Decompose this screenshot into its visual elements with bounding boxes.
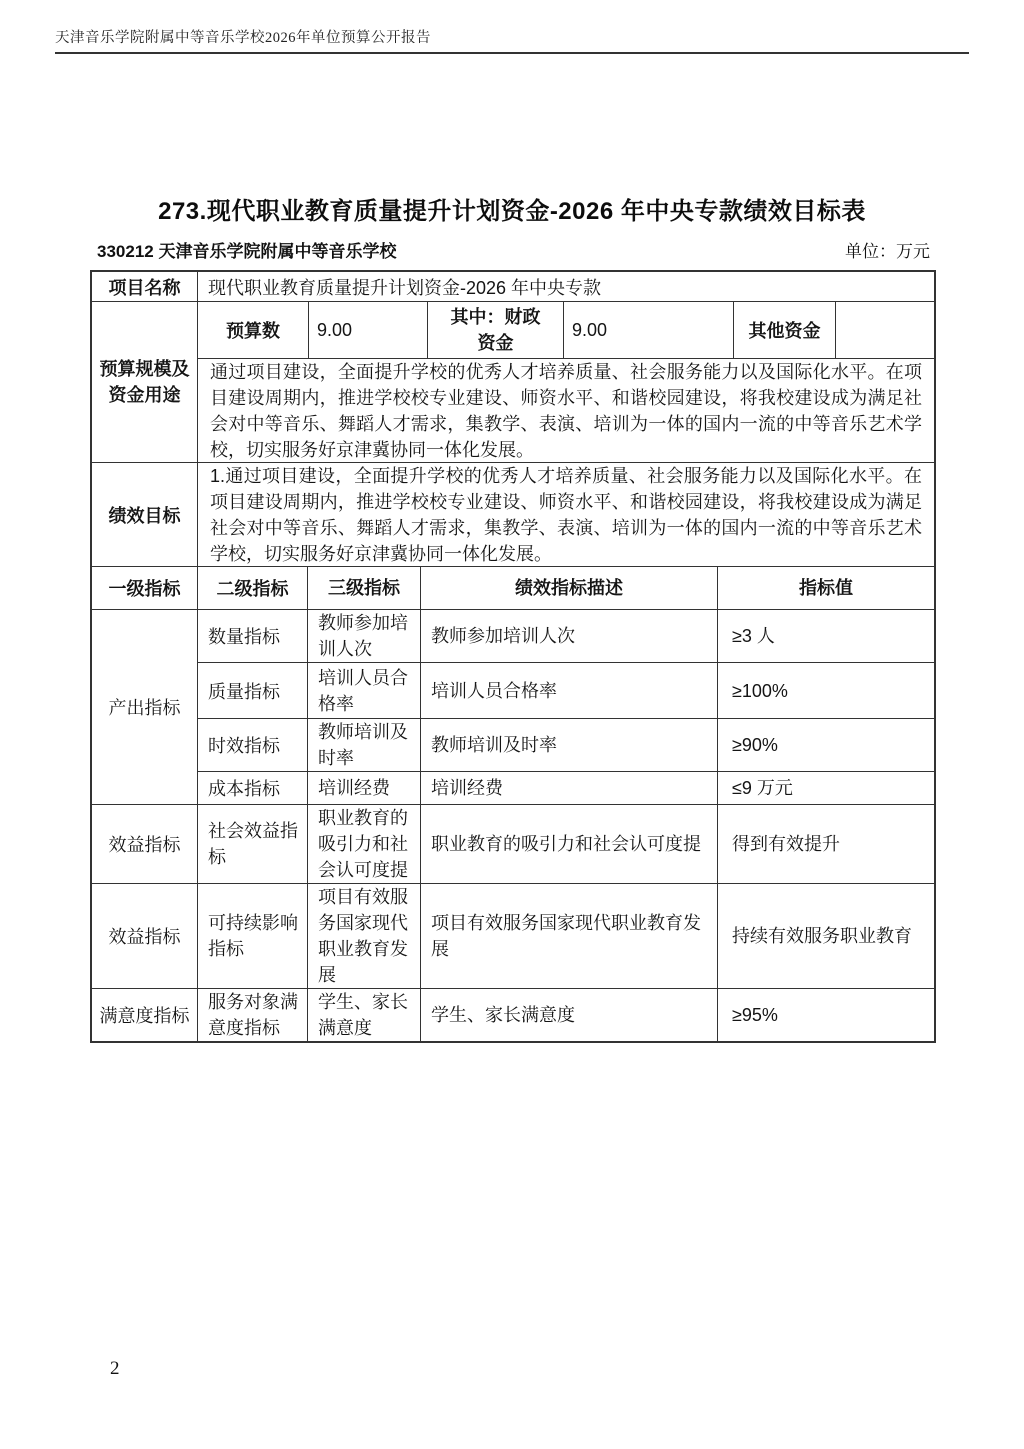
indicator-row-quantity bbox=[198, 610, 934, 663]
indicator-row-sustainability bbox=[92, 884, 934, 989]
level3-cell: 培训经费 bbox=[308, 772, 421, 805]
performance-goal-text: 1.通过项目建设，全面提升学校的优秀人才培养质量、社会服务能力以及国际化水平。在项目建设周期内，推进学校校专业建设、师资水平、和谐校园建设，将我校建设成为满足社会对中等音乐、舞蹈人才需求，集教学、表演、培训为一体的国内一流的中等音乐艺术学校，切实服务好京津冀协同一体化发展。 bbox=[198, 463, 934, 567]
value-cell: ≤9 万元 bbox=[718, 772, 934, 805]
project-name-value: 现代职业教育质量提升计划资金-2026 年中央专款 bbox=[198, 272, 934, 302]
indicator-row-timeliness bbox=[198, 719, 934, 772]
value-cell: 持续有效服务职业教育 bbox=[718, 884, 934, 989]
header-level2: 二级指标 bbox=[198, 567, 308, 610]
level3-cell: 职业教育的吸引力和社会认可度提 bbox=[308, 805, 421, 884]
page-number: 2 bbox=[110, 1358, 120, 1379]
budget-scope-label-text: 预算规模及资金用途 bbox=[99, 359, 190, 405]
fiscal-funds-label bbox=[428, 302, 564, 359]
performance-target-table bbox=[90, 270, 936, 1043]
budget-amount-label: 预算数 bbox=[198, 302, 309, 359]
output-group-rows bbox=[198, 610, 934, 805]
desc-cell: 职业教育的吸引力和社会认可度提 bbox=[421, 805, 718, 884]
usage-text: 通过项目建设，全面提升学校的优秀人才培养质量、社会服务能力以及国际化水平。在项目建设周期内，推进学校校专业建设、师资水平、和谐校园建设，将我校建设成为满足社会对中等音乐、舞蹈人才需求，集教学、表演、培训为一体的国内一流的中等音乐艺术学校，切实服务好京津冀协同一体化发展。 bbox=[198, 359, 934, 463]
level1-cell: 满意度指标 bbox=[92, 989, 198, 1041]
fiscal-funds-label-text: 其中：财政资金 bbox=[450, 307, 541, 353]
budget-scope-label bbox=[92, 302, 198, 463]
indicator-row-cost bbox=[198, 772, 934, 805]
level2-cell: 可持续影响指标 bbox=[198, 884, 308, 989]
level3-cell: 学生、家长满意度 bbox=[308, 989, 421, 1041]
value-cell: ≥100% bbox=[718, 663, 934, 719]
level2-cell: 质量指标 bbox=[198, 663, 308, 719]
desc-cell: 培训经费 bbox=[421, 772, 718, 805]
desc-cell: 教师培训及时率 bbox=[421, 719, 718, 772]
desc-cell: 教师参加培训人次 bbox=[421, 610, 718, 663]
report-header: 天津音乐学院附属中等音乐学校2026年单位预算公开报告 bbox=[55, 26, 969, 54]
value-cell: ≥95% bbox=[732, 1005, 778, 1025]
performance-goal-label: 绩效目标 bbox=[92, 463, 198, 567]
level3-cell: 教师参加培训人次 bbox=[308, 610, 421, 663]
level3-cell: 项目有效服务国家现代职业教育发展 bbox=[308, 884, 421, 989]
indicator-header-row bbox=[92, 567, 934, 610]
project-name-row bbox=[92, 272, 934, 302]
level2-cell: 时效指标 bbox=[198, 719, 308, 772]
header-level1: 一级指标 bbox=[92, 567, 198, 610]
table-subheader bbox=[97, 237, 930, 262]
other-funds-label: 其他资金 bbox=[734, 302, 836, 359]
budget-block-row bbox=[92, 302, 934, 463]
budget-block-content bbox=[198, 302, 934, 463]
level3-cell: 培训人员合格率 bbox=[308, 663, 421, 719]
value-cell: ≥90% bbox=[718, 719, 934, 772]
page-title: 273.现代职业教育质量提升计划资金-2026 年中央专款绩效目标表 bbox=[158, 198, 866, 225]
value-cell: ≥3 人 bbox=[718, 610, 934, 663]
desc-cell: 培训人员合格率 bbox=[421, 663, 718, 719]
budget-amount-value: 9.00 bbox=[309, 302, 428, 359]
output-indicator-group bbox=[92, 610, 934, 805]
project-name-label: 项目名称 bbox=[92, 272, 198, 302]
indicator-row-social-benefit bbox=[92, 805, 934, 884]
value-cell: 得到有效提升 bbox=[718, 805, 934, 884]
budget-figures-row bbox=[198, 302, 934, 359]
desc-cell: 项目有效服务国家现代职业教育发展 bbox=[421, 884, 718, 989]
desc-cell: 学生、家长满意度 bbox=[421, 989, 718, 1041]
org-code-name: 330212 天津音乐学院附属中等音乐学校 bbox=[97, 242, 397, 261]
fiscal-funds-value: 9.00 bbox=[564, 302, 734, 359]
header-value: 指标值 bbox=[718, 567, 934, 610]
other-funds-value bbox=[836, 302, 934, 359]
indicator-row-quality bbox=[198, 663, 934, 719]
performance-goal-row bbox=[92, 463, 934, 567]
indicator-row-satisfaction bbox=[92, 989, 934, 1041]
level2-cell: 服务对象满意度指标 bbox=[198, 989, 308, 1041]
header-level3: 三级指标 bbox=[308, 567, 421, 610]
level2-cell: 成本指标 bbox=[198, 772, 308, 805]
output-group-label: 产出指标 bbox=[92, 610, 198, 805]
level2-cell: 社会效益指标 bbox=[198, 805, 308, 884]
header-desc: 绩效指标描述 bbox=[421, 567, 718, 610]
level3-cell: 教师培训及时率 bbox=[308, 719, 421, 772]
level1-cell: 效益指标 bbox=[92, 884, 198, 989]
unit-label: 单位：万元 bbox=[845, 242, 930, 261]
level1-cell: 效益指标 bbox=[92, 805, 198, 884]
level2-cell: 数量指标 bbox=[198, 610, 308, 663]
